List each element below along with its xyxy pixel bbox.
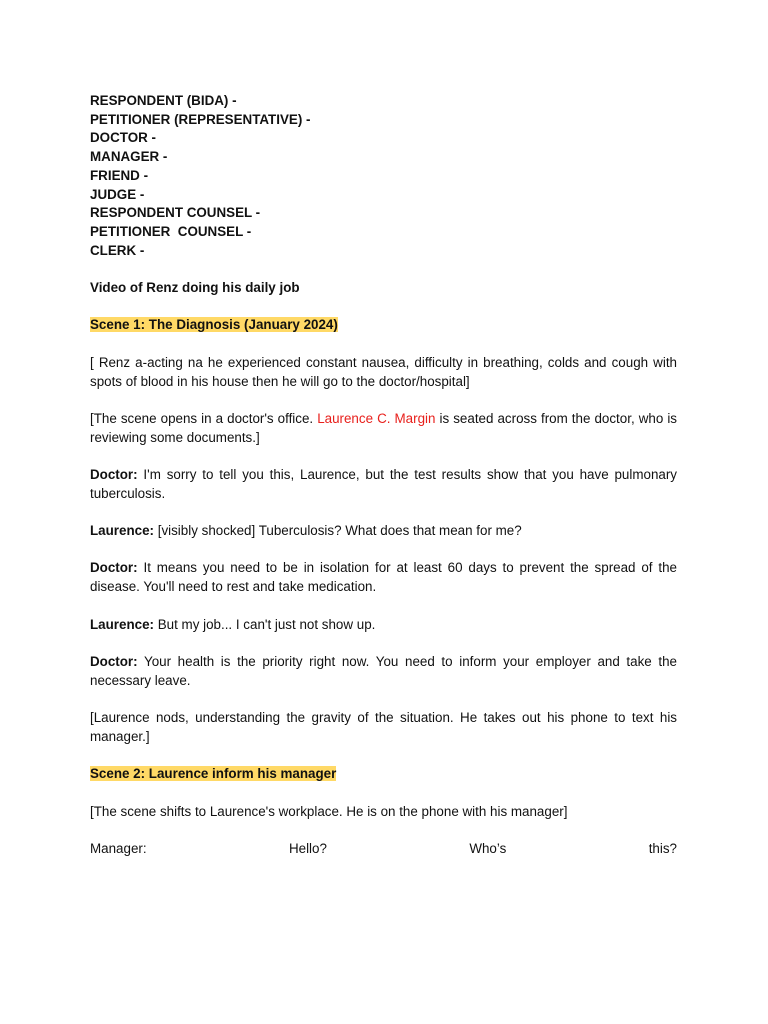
scene1-direction-2: [90, 410, 677, 447]
spread-word: Hello?: [288, 840, 327, 856]
scene1-heading-row: [90, 316, 677, 335]
dialogue-text: But my job... I can't just not show up.: [154, 616, 376, 632]
spread-word: Manager:: [90, 840, 147, 856]
character-name-highlight: Laurence C. Margin: [317, 410, 436, 426]
dialogue-text: Your health is the priority right now. You need to inform your employer and take the necessary leave.: [90, 653, 677, 688]
dialogue-text: It means you need to be in isolation for at least 60 days to prevent the spread of the disease. You'll need to rest and take medication.: [90, 560, 677, 595]
scene1-direction-3: [Laurence nods, understanding the gravity of the situation. He takes out his phone to text his manager.]: [90, 710, 677, 744]
dialogue-text: I'm sorry to tell you this, Laurence, but the test results show that you have pulmonary tuberculosis.: [90, 466, 677, 501]
scene1-heading: Scene 1: The Diagnosis (January 2024): [90, 317, 338, 333]
scene1-direction-1: [ Renz a-acting na he experienced constant nausea, difficulty in breathing, colds and cough with spots of blood in his house then he will go to the doctor/hospital]: [90, 354, 677, 389]
cast-item: JUDGE -: [90, 186, 145, 202]
dialogue-line: [90, 653, 677, 690]
dialogue-text: [visibly shocked] Tuberculosis? What does that mean for me?: [154, 523, 522, 539]
video-note: Video of Renz doing his daily job: [90, 280, 300, 296]
speaker-name: Laurence:: [90, 523, 154, 539]
cast-list: [90, 92, 677, 260]
scene2-direction-1: [The scene shifts to Laurence's workplace. He is on the phone with his manager]: [90, 803, 568, 819]
speaker-name: Doctor:: [90, 653, 138, 669]
speaker-name: Doctor:: [90, 560, 138, 576]
cast-item: FRIEND -: [90, 167, 149, 183]
cast-item: DOCTOR -: [90, 130, 156, 146]
cast-item: PETITIONER COUNSEL -: [90, 223, 252, 239]
justified-dialogue-line: [90, 840, 677, 859]
dialogue-line: [90, 522, 677, 541]
speaker-name: Laurence:: [90, 616, 154, 632]
dialogue-line: [90, 616, 677, 635]
document-page: [90, 92, 677, 859]
direction-text: [The scene opens in a doctor's office.: [90, 410, 318, 426]
dialogue-line: [90, 559, 677, 596]
spread-word: Who’s: [469, 840, 507, 856]
cast-item: RESPONDENT (BIDA) -: [90, 93, 237, 108]
cast-item: RESPONDENT COUNSEL -: [90, 205, 261, 221]
scene2-heading-row: [90, 765, 677, 784]
cast-item: MANAGER -: [90, 149, 168, 165]
speaker-name: Doctor:: [90, 466, 138, 482]
direction-text: is seated across from the doctor, who is reviewing some documents.]: [90, 410, 677, 445]
scene2-heading: Scene 2: Laurence inform his manager: [90, 766, 337, 782]
dialogue-line: [90, 466, 677, 503]
cast-item: PETITIONER (REPRESENTATIVE) -: [90, 111, 311, 127]
spread-word: this?: [648, 840, 677, 856]
cast-item: CLERK -: [90, 242, 145, 258]
